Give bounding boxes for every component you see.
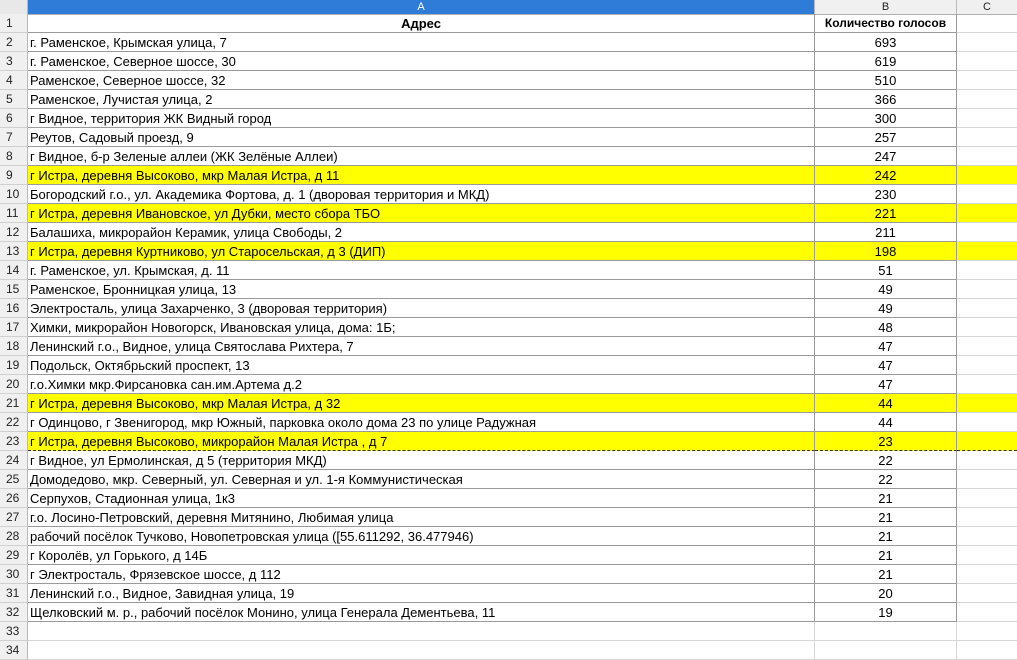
address-cell[interactable]: Химки, микрорайон Новогорск, Ивановская улица, дома: 1Б; <box>28 318 815 337</box>
table-row <box>0 147 1017 166</box>
row-number[interactable]: 4 <box>0 71 28 90</box>
table-row <box>0 356 1017 375</box>
votes-cell[interactable] <box>815 641 957 660</box>
votes-cell[interactable]: 47 <box>815 337 957 356</box>
row-number[interactable]: 27 <box>0 508 28 527</box>
empty-cell[interactable] <box>957 223 1017 242</box>
column-header-b[interactable]: B <box>815 0 957 14</box>
row-number[interactable]: 14 <box>0 261 28 280</box>
empty-cell[interactable] <box>957 128 1017 147</box>
empty-cell[interactable] <box>957 109 1017 128</box>
select-all-corner[interactable] <box>0 0 28 14</box>
votes-cell[interactable]: 44 <box>815 413 957 432</box>
table-row <box>0 546 1017 565</box>
empty-cell[interactable] <box>957 71 1017 90</box>
table-row <box>0 280 1017 299</box>
votes-cell[interactable]: 211 <box>815 223 957 242</box>
empty-cell[interactable] <box>957 318 1017 337</box>
table-row <box>0 318 1017 337</box>
empty-cell[interactable] <box>957 584 1017 603</box>
row-number[interactable]: 16 <box>0 299 28 318</box>
row-number[interactable]: 12 <box>0 223 28 242</box>
empty-cell[interactable] <box>957 185 1017 204</box>
table-header-row <box>0 14 1017 33</box>
table-row <box>0 261 1017 280</box>
table-row <box>0 603 1017 622</box>
votes-cell[interactable]: 19 <box>815 603 957 622</box>
votes-cell[interactable]: 21 <box>815 508 957 527</box>
row-number[interactable]: 33 <box>0 622 28 641</box>
table-row <box>0 204 1017 223</box>
votes-cell[interactable]: 22 <box>815 470 957 489</box>
column-header-bar <box>0 0 1017 15</box>
address-cell[interactable]: г Истра, деревня Высоково, микрорайон Малая Истра , д 7 <box>28 432 815 451</box>
address-cell[interactable]: Электросталь, улица Захарченко, 3 (дворовая территория) <box>28 299 815 318</box>
row-number[interactable]: 15 <box>0 280 28 299</box>
address-cell[interactable]: Домодедово, мкр. Северный, ул. Северная и ул. 1-я Коммунистическая <box>28 470 815 489</box>
empty-cell[interactable] <box>957 508 1017 527</box>
empty-cell[interactable] <box>957 603 1017 622</box>
row-number[interactable]: 23 <box>0 432 28 451</box>
votes-cell[interactable]: 49 <box>815 280 957 299</box>
empty-cell[interactable] <box>957 52 1017 71</box>
votes-cell[interactable]: 21 <box>815 546 957 565</box>
table-row <box>0 375 1017 394</box>
table-row <box>0 109 1017 128</box>
table-row <box>0 527 1017 546</box>
address-cell[interactable]: г Истра, деревня Высоково, мкр Малая Истра, д 11 <box>28 166 815 185</box>
row-number[interactable]: 30 <box>0 565 28 584</box>
row-number[interactable]: 2 <box>0 33 28 52</box>
votes-cell[interactable]: 51 <box>815 261 957 280</box>
empty-cell[interactable] <box>957 622 1017 641</box>
address-header-cell[interactable]: Адрес <box>28 14 815 33</box>
row-number[interactable]: 11 <box>0 204 28 223</box>
table-row <box>0 413 1017 432</box>
table-row <box>0 641 1017 660</box>
table-row <box>0 432 1017 451</box>
table-row <box>0 52 1017 71</box>
empty-cell[interactable] <box>957 166 1017 185</box>
votes-cell[interactable]: 693 <box>815 33 957 52</box>
row-number[interactable]: 20 <box>0 375 28 394</box>
address-cell[interactable]: г. Раменское, Крымская улица, 7 <box>28 33 815 52</box>
address-cell[interactable]: Балашиха, микрорайон Керамик, улица Свободы, 2 <box>28 223 815 242</box>
table-row <box>0 622 1017 641</box>
row-number[interactable]: 1 <box>0 14 28 33</box>
address-cell[interactable]: Ленинский г.о., Видное, улица Святослава Рихтера, 7 <box>28 337 815 356</box>
votes-cell[interactable]: 22 <box>815 451 957 470</box>
votes-cell[interactable]: 366 <box>815 90 957 109</box>
votes-cell[interactable]: 198 <box>815 242 957 261</box>
address-cell[interactable]: г.о. Лосино-Петровский, деревня Митянино, Любимая улица <box>28 508 815 527</box>
votes-cell[interactable]: 47 <box>815 375 957 394</box>
row-number[interactable]: 31 <box>0 584 28 603</box>
address-cell[interactable]: Щелковский м. р., рабочий посёлок Монино, улица Генерала Дементьева, 11 <box>28 603 815 622</box>
address-cell[interactable]: г. Раменское, Северное шоссе, 30 <box>28 52 815 71</box>
row-number[interactable]: 17 <box>0 318 28 337</box>
row-number[interactable]: 34 <box>0 641 28 660</box>
empty-cell[interactable] <box>957 489 1017 508</box>
votes-header-cell[interactable]: Количество голосов <box>815 14 957 33</box>
row-number[interactable]: 26 <box>0 489 28 508</box>
address-cell[interactable]: Подольск, Октябрьский проспект, 13 <box>28 356 815 375</box>
row-number[interactable]: 8 <box>0 147 28 166</box>
row-number[interactable]: 7 <box>0 128 28 147</box>
address-cell[interactable]: г.о.Химки мкр.Фирсановка сан.им.Артема д.2 <box>28 375 815 394</box>
votes-cell[interactable]: 21 <box>815 489 957 508</box>
table-row <box>0 299 1017 318</box>
table-row <box>0 185 1017 204</box>
votes-cell[interactable]: 21 <box>815 527 957 546</box>
votes-cell[interactable]: 242 <box>815 166 957 185</box>
address-cell[interactable]: г Электросталь, Фрязевское шоссе, д 112 <box>28 565 815 584</box>
votes-cell[interactable]: 247 <box>815 147 957 166</box>
votes-cell[interactable]: 619 <box>815 52 957 71</box>
empty-cell[interactable] <box>957 375 1017 394</box>
empty-cell[interactable] <box>957 546 1017 565</box>
votes-cell[interactable]: 48 <box>815 318 957 337</box>
table-row <box>0 166 1017 185</box>
empty-cell[interactable] <box>957 356 1017 375</box>
table-row <box>0 223 1017 242</box>
empty-cell[interactable] <box>957 261 1017 280</box>
empty-cell[interactable] <box>957 432 1017 451</box>
empty-cell[interactable] <box>957 337 1017 356</box>
table-row <box>0 337 1017 356</box>
row-number[interactable]: 21 <box>0 394 28 413</box>
row-number[interactable]: 6 <box>0 109 28 128</box>
table-row <box>0 33 1017 52</box>
address-cell[interactable]: г Видное, б-р Зеленые аллеи (ЖК Зелёные Аллеи) <box>28 147 815 166</box>
address-cell[interactable]: Реутов, Садовый проезд, 9 <box>28 128 815 147</box>
address-cell[interactable]: г Видное, территория ЖК Видный город <box>28 109 815 128</box>
row-number[interactable]: 25 <box>0 470 28 489</box>
table-row <box>0 451 1017 470</box>
votes-cell[interactable]: 23 <box>815 432 957 451</box>
row-number[interactable]: 19 <box>0 356 28 375</box>
address-cell[interactable]: Серпухов, Стадионная улица, 1к3 <box>28 489 815 508</box>
table-row <box>0 489 1017 508</box>
address-cell[interactable]: г Королёв, ул Горького, д 14Б <box>28 546 815 565</box>
votes-cell[interactable]: 510 <box>815 71 957 90</box>
address-cell[interactable]: рабочий посёлок Тучково, Новопетровская улица ([55.611292, 36.477946) <box>28 527 815 546</box>
empty-cell[interactable] <box>957 90 1017 109</box>
address-cell[interactable] <box>28 622 815 641</box>
votes-cell[interactable]: 300 <box>815 109 957 128</box>
empty-cell[interactable] <box>957 470 1017 489</box>
table-row <box>0 565 1017 584</box>
row-number[interactable]: 32 <box>0 603 28 622</box>
votes-cell[interactable]: 221 <box>815 204 957 223</box>
address-cell[interactable]: Ленинский г.о., Видное, Завидная улица, 19 <box>28 584 815 603</box>
votes-cell[interactable]: 257 <box>815 128 957 147</box>
empty-cell[interactable] <box>957 641 1017 660</box>
empty-cell[interactable] <box>957 451 1017 470</box>
column-header-a[interactable]: A <box>28 0 815 14</box>
table-row <box>0 128 1017 147</box>
empty-cell[interactable] <box>957 394 1017 413</box>
empty-cell[interactable] <box>957 565 1017 584</box>
empty-cell[interactable] <box>957 413 1017 432</box>
row-number[interactable]: 13 <box>0 242 28 261</box>
address-cell[interactable]: г Видное, ул Ермолинская, д 5 (территория МКД) <box>28 451 815 470</box>
empty-cell[interactable] <box>957 204 1017 223</box>
address-cell[interactable]: Раменское, Бронницкая улица, 13 <box>28 280 815 299</box>
votes-cell[interactable] <box>815 622 957 641</box>
row-number[interactable]: 5 <box>0 90 28 109</box>
table-row <box>0 242 1017 261</box>
table-row <box>0 508 1017 527</box>
row-number[interactable]: 18 <box>0 337 28 356</box>
address-cell[interactable] <box>28 641 815 660</box>
address-cell[interactable]: Богородский г.о., ул. Академика Фортова, д. 1 (дворовая территория и МКД) <box>28 185 815 204</box>
row-number[interactable]: 29 <box>0 546 28 565</box>
table-row <box>0 71 1017 90</box>
empty-cell[interactable] <box>957 299 1017 318</box>
row-number[interactable]: 28 <box>0 527 28 546</box>
table-row <box>0 394 1017 413</box>
empty-cell[interactable] <box>957 33 1017 52</box>
table-row <box>0 584 1017 603</box>
address-cell[interactable]: Раменское, Северное шоссе, 32 <box>28 71 815 90</box>
votes-cell[interactable]: 44 <box>815 394 957 413</box>
row-number[interactable]: 24 <box>0 451 28 470</box>
empty-cell[interactable] <box>957 242 1017 261</box>
row-number[interactable]: 22 <box>0 413 28 432</box>
votes-cell[interactable]: 20 <box>815 584 957 603</box>
column-header-c[interactable]: C <box>983 1 991 13</box>
votes-cell[interactable]: 47 <box>815 356 957 375</box>
row-number[interactable]: 3 <box>0 52 28 71</box>
empty-cell[interactable] <box>957 14 1017 33</box>
empty-cell[interactable] <box>957 147 1017 166</box>
empty-cell[interactable] <box>957 527 1017 546</box>
votes-cell[interactable]: 49 <box>815 299 957 318</box>
row-number[interactable]: 9 <box>0 166 28 185</box>
row-number[interactable]: 10 <box>0 185 28 204</box>
votes-cell[interactable]: 230 <box>815 185 957 204</box>
address-cell[interactable]: г Одинцово, г Звенигород, мкр Южный, парковка около дома 23 по улице Радужная <box>28 413 815 432</box>
empty-cell[interactable] <box>957 280 1017 299</box>
address-cell[interactable]: г Истра, деревня Куртниково, ул Старосельская, д 3 (ДИП) <box>28 242 815 261</box>
votes-cell[interactable]: 21 <box>815 565 957 584</box>
address-cell[interactable]: Раменское, Лучистая улица, 2 <box>28 90 815 109</box>
address-cell[interactable]: г Истра, деревня Высоково, мкр Малая Истра, д 32 <box>28 394 815 413</box>
address-cell[interactable]: г. Раменское, ул. Крымская, д. 11 <box>28 261 815 280</box>
address-cell[interactable]: г Истра, деревня Ивановское, ул Дубки, место сбора ТБО <box>28 204 815 223</box>
table-row <box>0 90 1017 109</box>
table-row <box>0 470 1017 489</box>
